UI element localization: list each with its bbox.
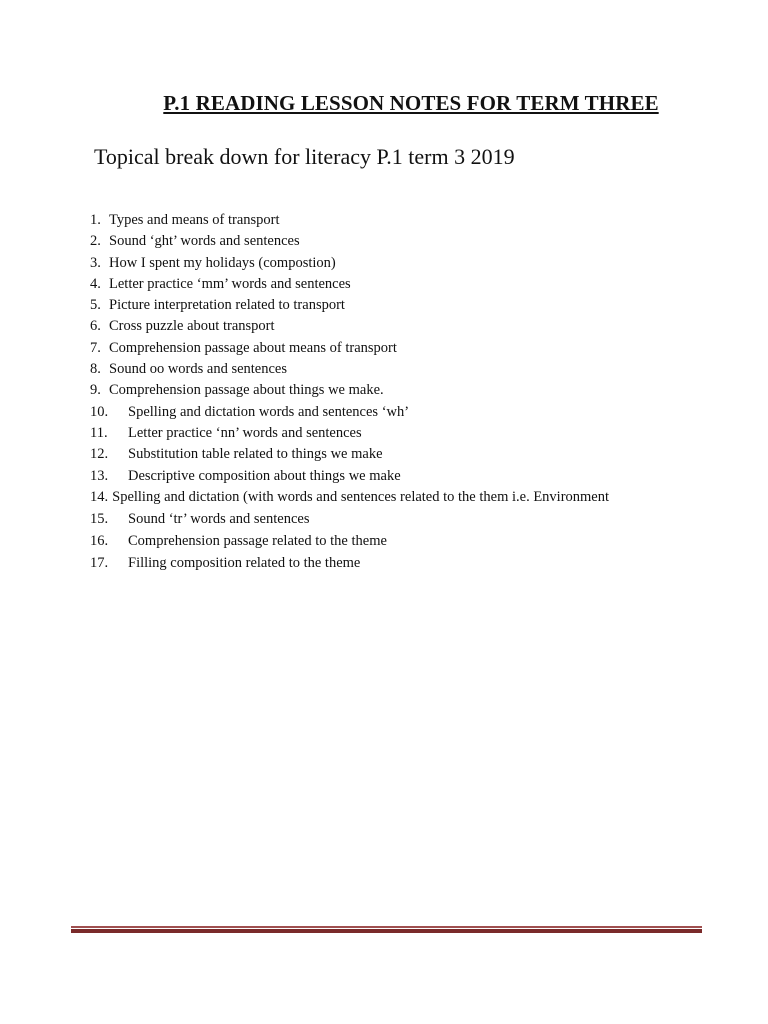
list-item-number: 4.: [90, 275, 101, 292]
list-item-number: 5.: [90, 297, 101, 314]
list-item-number: 8.: [90, 361, 101, 378]
list-item: [90, 531, 609, 552]
list-item-text: Cross puzzle about transport: [109, 318, 275, 335]
topic-list: [90, 210, 609, 574]
list-item-number: 12.: [90, 446, 109, 463]
list-item-number: 1.: [90, 212, 101, 228]
footer-rule-thick-line: [71, 929, 702, 933]
list-item: [90, 509, 609, 530]
list-item: [90, 274, 609, 295]
list-item: [90, 487, 609, 508]
list-item-number: 11.: [90, 424, 108, 441]
list-item: [90, 444, 609, 465]
list-item-number: 15.: [90, 511, 109, 528]
list-item: [90, 295, 609, 316]
list-item-text: Sound ‘tr’ words and sentences: [128, 511, 310, 528]
list-item-number: 13.: [90, 467, 109, 484]
list-item: [90, 359, 609, 380]
list-item-text: How I spent my holidays (compostion): [109, 254, 336, 271]
list-item: [90, 553, 609, 574]
list-item-number: 14.: [90, 488, 109, 505]
list-item: [90, 253, 609, 274]
list-item-text: Letter practice ‘mm’ words and sentences: [109, 275, 351, 292]
list-item-text: Types and means of transport: [109, 212, 280, 228]
list-item-text: Sound ‘ght’ words and sentences: [109, 233, 300, 250]
document-title: P.1 READING LESSON NOTES FOR TERM THREE: [163, 91, 659, 115]
list-item-text: Substitution table related to things we make: [128, 446, 383, 463]
list-item-text: Spelling and dictation (with words and sentences related to the them i.e. Environment: [112, 488, 610, 505]
list-item: [90, 466, 609, 487]
footer-rule-thin-line: [71, 926, 702, 928]
list-item-number: 10.: [90, 403, 109, 420]
list-item: [90, 380, 609, 401]
list-item-text: Descriptive composition about things we make: [128, 467, 401, 484]
list-item-text: Comprehension passage about things we make.: [109, 382, 384, 399]
list-item-number: 3.: [90, 254, 101, 271]
list-item-text: Letter practice ‘nn’ words and sentences: [128, 424, 362, 441]
document-subtitle: Topical break down for literacy P.1 term 3 2019: [94, 144, 515, 169]
list-item: [90, 231, 609, 252]
list-item-number: 9.: [90, 382, 101, 399]
list-item-number: 16.: [90, 533, 109, 550]
list-item-text: Filling composition related to the theme: [128, 554, 361, 571]
list-item: [90, 210, 609, 231]
list-item: [90, 423, 609, 444]
list-item-text: Spelling and dictation words and sentences ‘wh’: [128, 403, 410, 420]
list-item: [90, 402, 609, 423]
list-item: [90, 338, 609, 359]
footer-rule: [71, 926, 702, 933]
list-item-number: 6.: [90, 318, 101, 335]
list-item-number: 17.: [90, 554, 109, 571]
list-item-text: Picture interpretation related to transport: [109, 297, 345, 314]
list-item-number: 7.: [90, 339, 101, 356]
list-item-number: 2.: [90, 233, 101, 250]
list-item: [90, 316, 609, 337]
list-item-text: Comprehension passage related to the theme: [128, 533, 387, 550]
list-item-text: Sound oo words and sentences: [109, 361, 288, 378]
list-item-text: Comprehension passage about means of transport: [109, 339, 397, 356]
